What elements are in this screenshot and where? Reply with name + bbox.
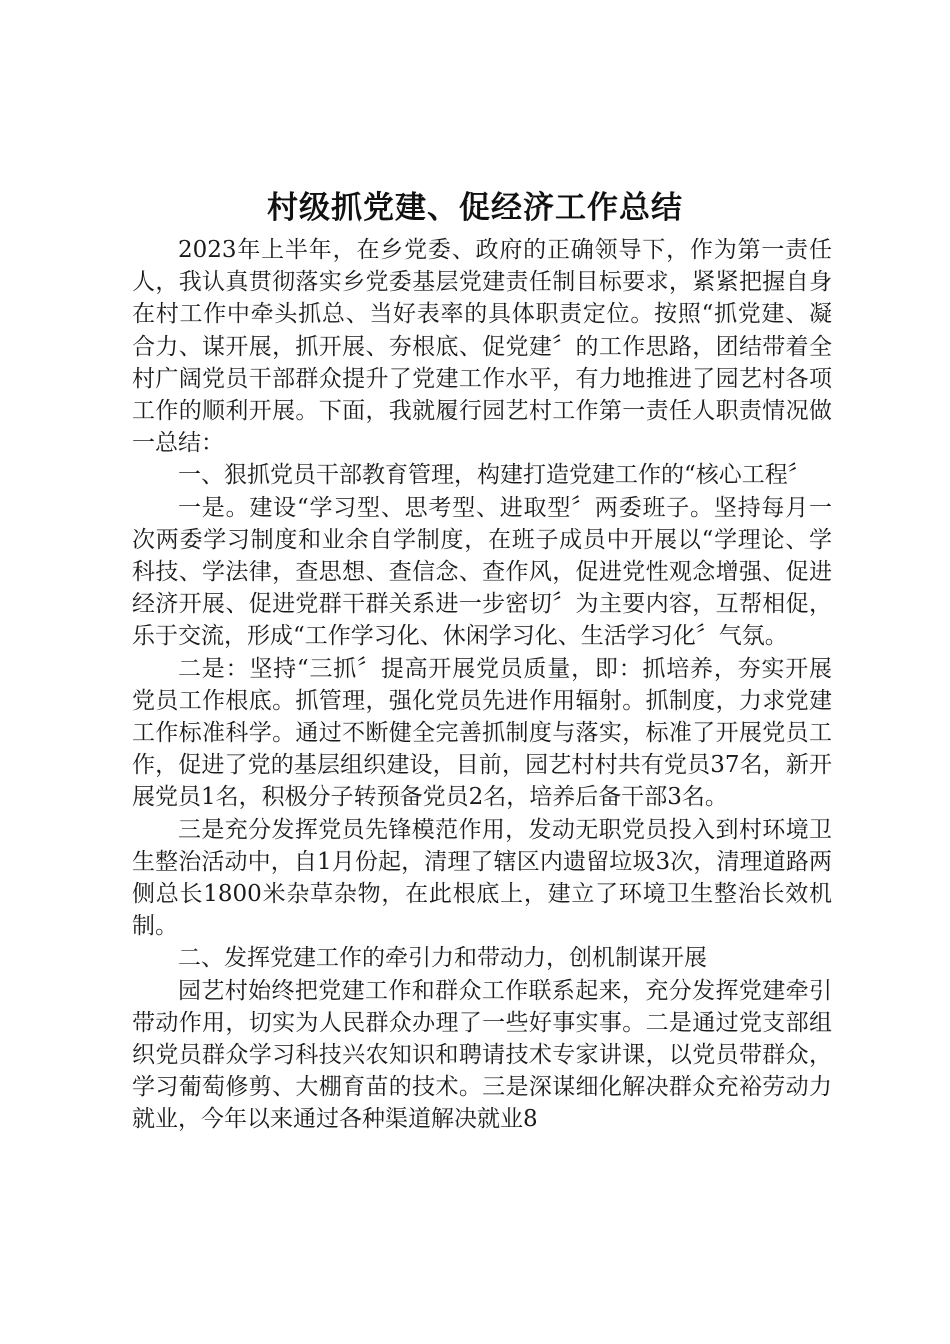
paragraph-point-two: 二是：坚持“三抓〞提高开展党员质量，即：抓培养，夯实开展党员工作根底。抓管理，强化党员先进作用辐射。抓制度，力求党建工作标准科学。通过不断健全完善抓制度与落实，标准了开展党员工作，促进了党的基层组织建设，目前，园艺村村共有党员37名，新开展党员1名，积极分子转预备党员2名，培养后备干部3名。 <box>132 655 832 811</box>
paragraph-section-two: 园艺村始终把党建工作和群众工作联系起来，充分发挥党建牵引带动作用，切实为人民群众办理了一些好事实事。二是通过党支部组织党员群众学习科技兴农知识和聘请技术专家讲课，以党员带群众，学习葡萄修剪、大棚育苗的技术。三是深谋细化解决群众充裕劳动力就业，今年以来通过各种渠道解决就业8 <box>132 977 832 1133</box>
paragraph-heading-two: 二、发挥党建工作的牵引力和带动力，创机制谋开展 <box>178 945 707 972</box>
paragraph-intro: 2023年上半年，在乡党委、政府的正确领导下，作为第一责任人，我认真贯彻落实乡党委基层党建责任制目标要求，紧紧把握自身在村工作中牵头抓总、当好表率的具体职责定位。按照“抓党建、凝合力、谋开展，抓开展、夯根底、促党建〞的工作思路，团结带着全村广阔党员干部群众提升了党建工作水平，有力地推进了园艺村各项工作的顺利开展。下面，我就履行园艺村工作第一责任人职责情况做一总结： <box>132 237 832 457</box>
paragraph-point-one: 一是。建设“学习型、思考型、进取型〞两委班子。坚持每月一次两委学习制度和业余自学制度，在班子成员中开展以“学理论、学科技、学法律，查思想、查信念、查作风，促进党性观念增强、促进经济开展、促进党群干群关系进一步密切〞为主要内容，互帮相促，乐于交流，形成“工作学习化、休闲学习化、生活学习化〞气氛。 <box>132 494 832 650</box>
paragraph-point-three: 三是充分发挥党员先锋模范作用，发动无职党员投入到村环境卫生整治活动中，自1月份起，清理了辖区内遗留垃圾3次，清理道路两侧总长1800米杂草杂物，在此根底上，建立了环境卫生整治长效机制。 <box>132 816 832 940</box>
document-body <box>132 234 832 1136</box>
document-title: 村级抓党建、促经济工作总结 <box>267 190 683 226</box>
paragraph-heading-one: 一、狠抓党员干部教育管理，构建打造党建工作的“核心工程〞 <box>178 462 811 489</box>
